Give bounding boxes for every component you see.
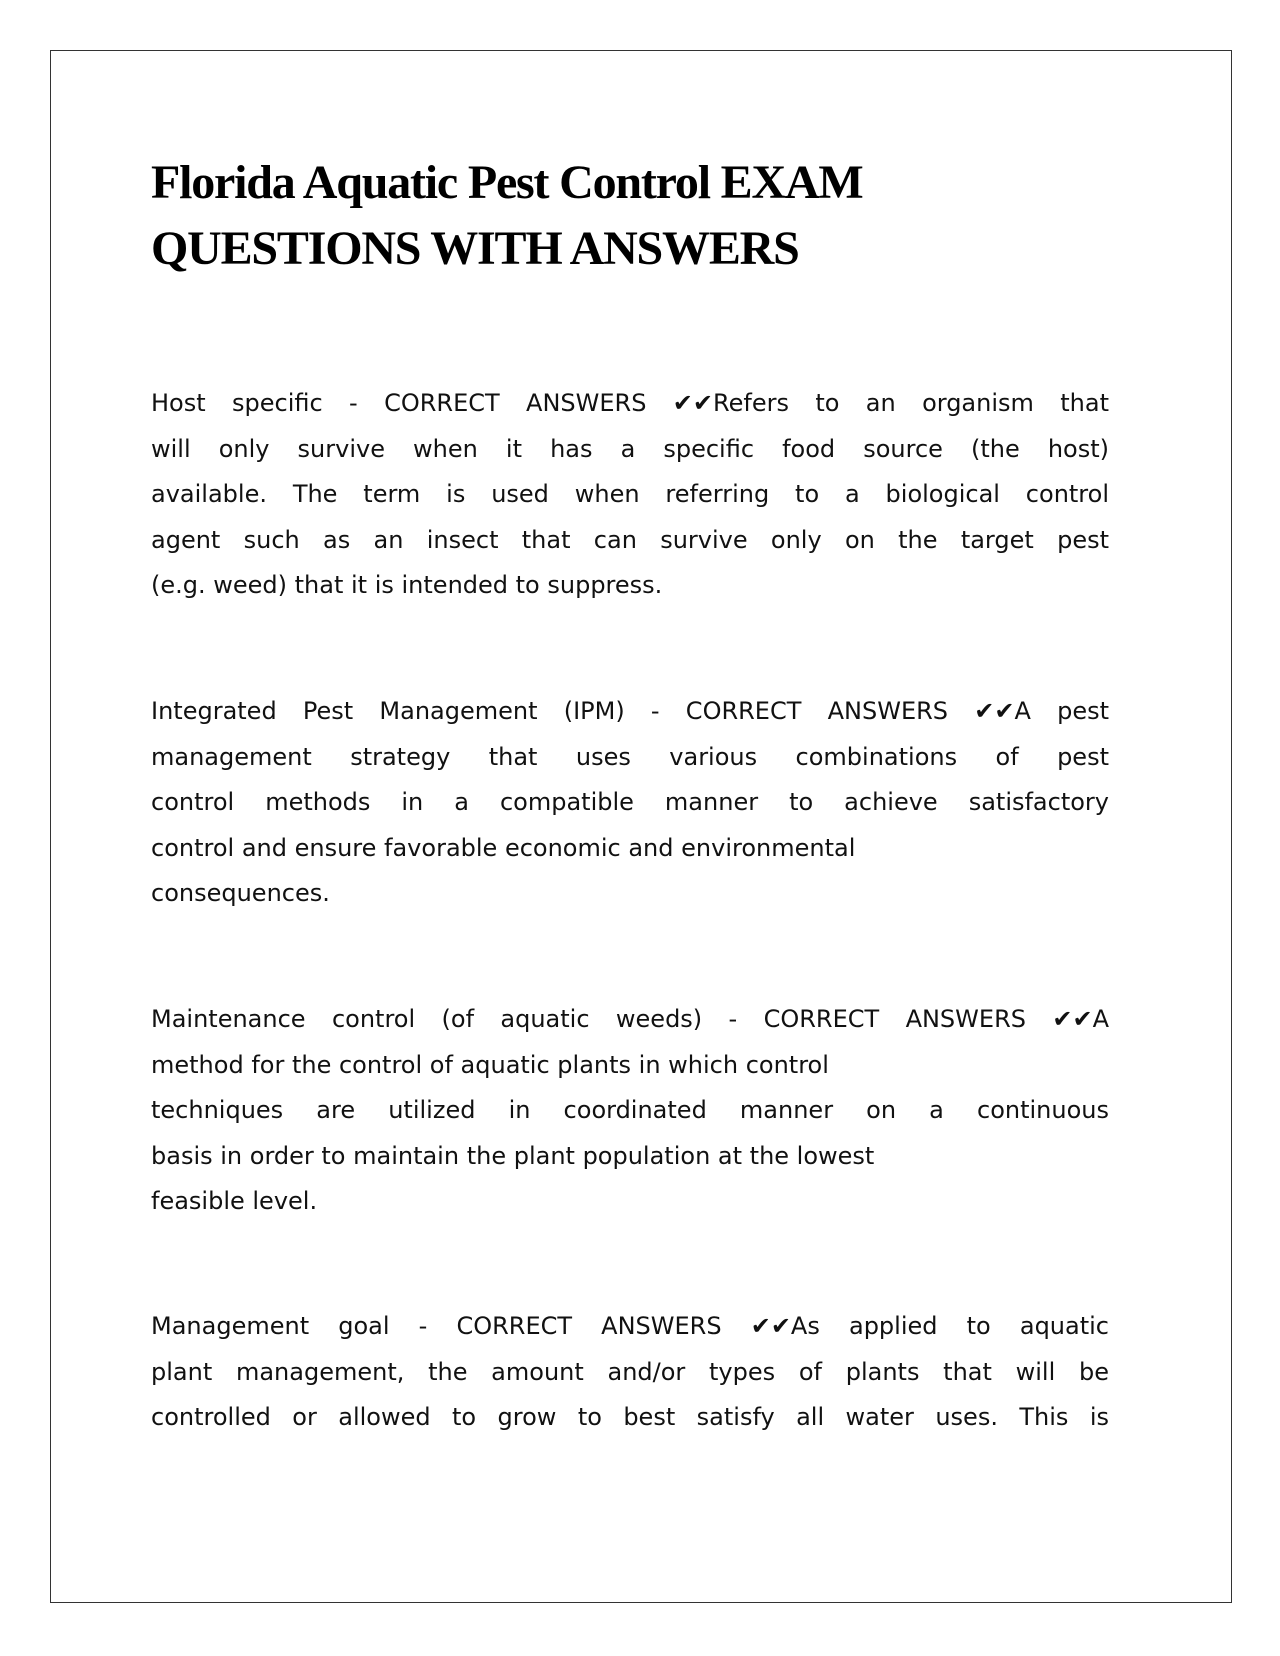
text-line: agent such as an insect that can survive only on the target pest (151, 525, 1109, 554)
text-line: techniques are utilized in coordinated manner on a continuous (151, 1096, 1109, 1125)
text-line: control methods in a compatible manner to achieve satisfactory (151, 788, 1109, 817)
text-line: Integrated Pest Management (IPM) - CORRECT ANSWERS ✔✔A pest (151, 697, 1109, 725)
text-line: basis in order to maintain the plant population at the lowest (151, 1141, 875, 1170)
text-line: Management goal - CORRECT ANSWERS ✔✔As applied to aquatic (151, 1312, 1109, 1340)
text-line: controlled or allowed to grow to best satisfy all water uses. This is (151, 1403, 1109, 1432)
text-line: management strategy that uses various combinations of pest (151, 742, 1109, 771)
text-line: will only survive when it has a specific food source (the host) (151, 434, 1109, 463)
text-line: Maintenance control (of aquatic weeds) - CORRECT ANSWERS ✔✔A (151, 1005, 1109, 1033)
title-line: Florida Aquatic Pest Control EXAM (151, 156, 863, 209)
document-title (151, 150, 862, 282)
text-line: available. The term is used when referring to a biological control (151, 480, 1109, 509)
text-line: Host specific - CORRECT ANSWERS ✔✔Refers to an organism that (151, 389, 1109, 417)
text-line: method for the control of aquatic plants in which control (151, 1050, 829, 1079)
text-line: plant management, the amount and/or types of plants that will be (151, 1357, 1109, 1386)
text-line: (e.g. weed) that it is intended to suppress. (151, 571, 663, 600)
entry-maintenance-control (151, 997, 1109, 1225)
entry-ipm (151, 689, 1109, 917)
text-line: feasible level. (151, 1187, 318, 1216)
entry-management-goal (151, 1304, 1109, 1441)
entry-host-specific (151, 381, 1109, 609)
title-line: QUESTIONS WITH ANSWERS (151, 222, 799, 275)
text-line: consequences. (151, 879, 330, 908)
text-line: control and ensure favorable economic and environmental (151, 833, 856, 862)
